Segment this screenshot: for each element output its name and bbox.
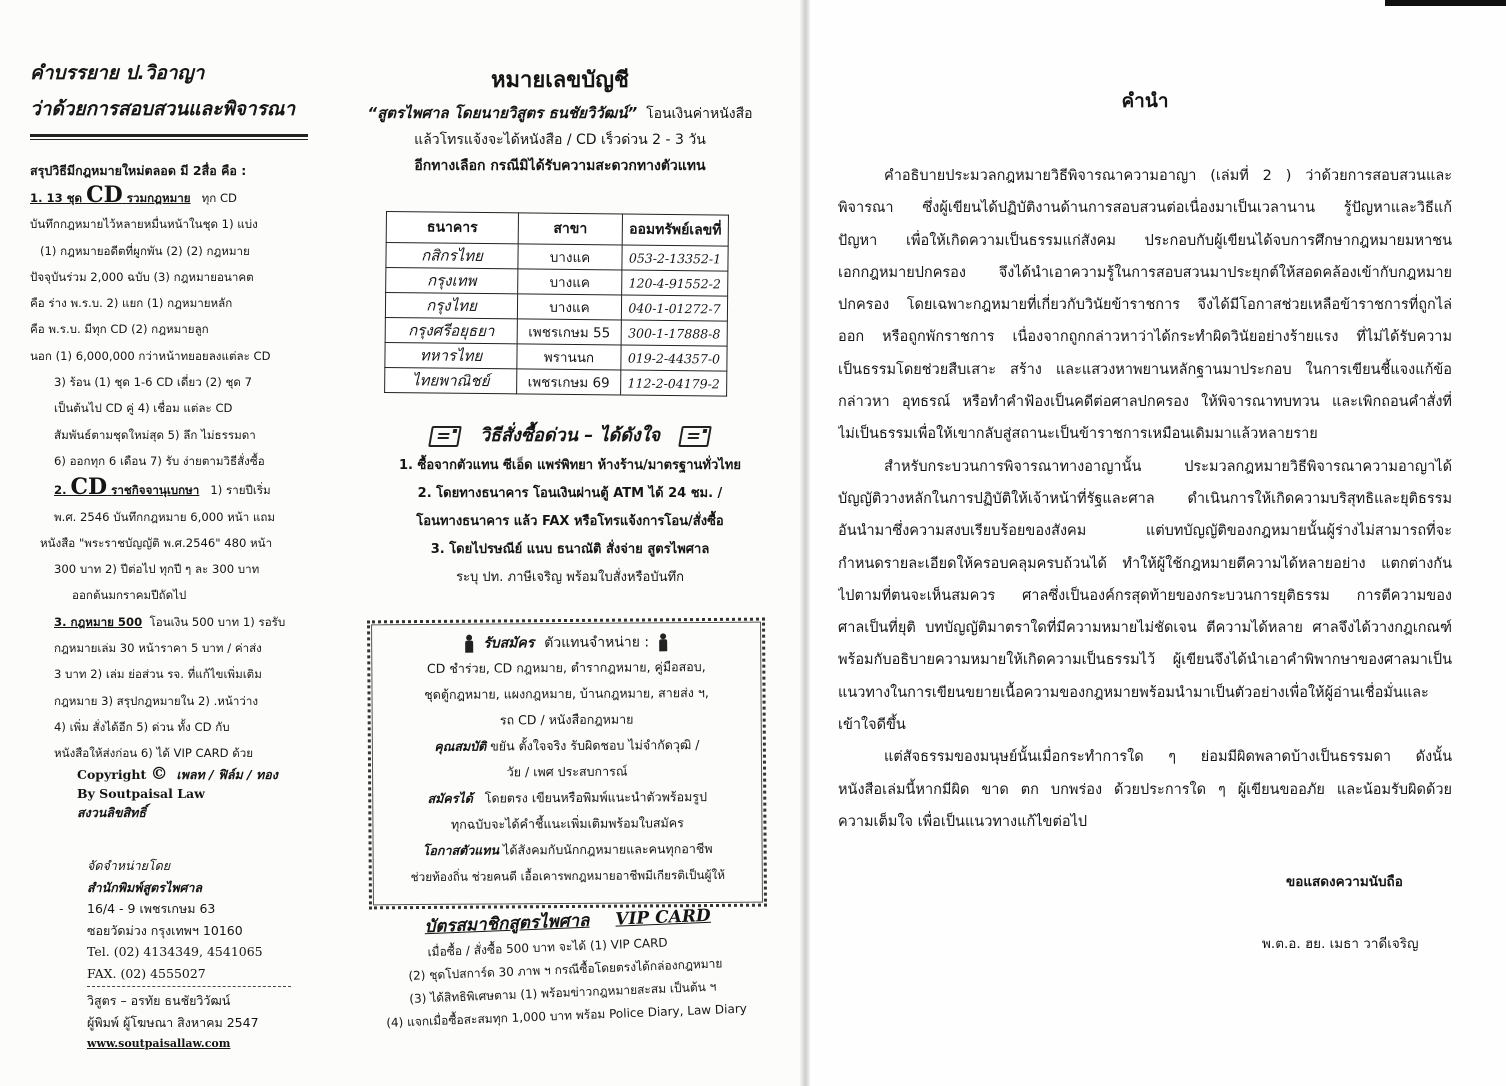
table-header-row: [386, 212, 728, 247]
preface-line: กำหนดรายละเอียดให้ครอบคลุมครบถ้วนได้ ทำให้ผู้ใช้กฎหมายตีความได้หลายอย่าง แตกต่างกัน: [838, 555, 1452, 572]
preface-line: แต่สัจธรรมของมนุษย์นั้นเมื่อกระทำการใด ๆ ย่อมมีผิดพลาดบ้างเป็นธรรมดา ดังนั้น: [884, 749, 1452, 766]
opportunity-line: ช่วยท้องถิ่น ช่วยคนดี เอื้อเคารพกฎหมายอาชีพมีเกียรติเป็นผู้ให้: [410, 867, 726, 885]
section3-title: 3. กฎหมาย 500: [54, 614, 143, 629]
copyright-symbol-icon: ©: [150, 764, 168, 784]
section3-line: หนังสือให้ส่งก่อน 6) ได้ VIP CARD ด้วย: [54, 746, 254, 761]
section1-line: ปัจจุบันร่วม 2,000 ฉบับ (3) กฎหมายอนาคต: [30, 269, 254, 284]
account-title: หมายเลขบัญชี: [491, 68, 629, 93]
preface-line: อันนำมาซึ่งความสงบเรียบร้อยของสังคม แต่บทบัญญัติของกฎหมายนั้นผู้ร่างไม่สามารถที่จะ: [838, 523, 1452, 540]
preface-line: หนังสือเล่มนี้หากมีผิด ขาด ตก บกพร่อง ด้วยประการใด ๆ ผู้เขียนขออภัย และน้อมรับผิดด้วย: [838, 781, 1452, 798]
preface: [838, 86, 1452, 838]
apply-line: สมัครได้ โดยตรง เขียนหรือพิมพ์แนะนำตัวพร้อมรูป: [427, 789, 708, 806]
table-row: กรุงไทย บางแค 040-1-01272-7: [385, 293, 727, 322]
section1-line: เป็นต้นไป CD คู่ 4) เชื่อม แต่ละ CD: [54, 401, 233, 416]
left-column: [30, 58, 330, 767]
preface-line: เอกกฎหมายปกครอง จึงได้นำเอาความรู้ในการสอบสวนมาประยุกต์ให้สอดคล้องเข้ากับกฎหมาย: [838, 264, 1452, 281]
intro-text: สรุปวิธีมีกฎหมายใหม่ตลอด มี 2สื่อ คือ :: [30, 163, 247, 178]
preface-line: ไปตามที่ตนจะเห็นสมควร ศาลซึ่งเป็นองค์กรสุดท้ายของกระบวนการยุติธรรม การตีความของ: [838, 587, 1452, 604]
preface-line: พิจารณา ซึ่งผู้เขียนได้ปฏิบัติงานด้านการสอบสวนต่อเนื่องมาเป็นเวลานาน รู้ปัญหาและวิธีแก้: [838, 200, 1452, 217]
section3-line: 3 บาท 2) เล่ม ย่อส่วน รจ. ที่แก้ไขเพิ่มเติม: [54, 667, 262, 682]
section1-line: 6) ออกทุก 6 เดือน 7) รับ ง่ายตามวิธีสั่งซื้อ: [54, 453, 265, 468]
publisher-name: สำนักพิมพ์สูตรไพศาล: [87, 879, 203, 895]
section1-line: สัมพันธ์ตามชุดใหม่สุด 5) ลึก ไม่ธรรมดา: [54, 427, 256, 442]
order-line: 3. โดยไปรษณีย์ แนบ ธนาณัติ สั่งจ่าย สูตรไพศาล: [430, 542, 710, 557]
order-line: ระบุ ปท. ภาษีเจริญ พร้อมใบสั่งหรือบันทึก: [456, 570, 684, 585]
agent-recruitment-box: [367, 618, 767, 910]
section1-line: (1) กฎหมายอดีตที่ผูกพัน (2) (2) กฎหมาย: [40, 243, 250, 258]
person-icon: [465, 635, 473, 653]
section2-title: 2. CD ราชกิจจานุเบกษา: [54, 474, 200, 501]
section1-title: 1. 13 ชุด CD รวมกฎหมาย: [30, 182, 191, 208]
mail-icon: [428, 426, 462, 447]
vip-line: (3) ได้สิทธิพิเศษตาม (1) พร้อมข่าวกฎหมายสะสม เป็นต้น ฯ: [409, 979, 717, 1006]
header-account: ออมทรัพย์เลขที่: [622, 214, 728, 246]
fax: FAX. (02) 4555027: [87, 965, 206, 981]
distributor-block: [87, 855, 291, 1055]
qualification-line: วัย / เพศ ประสบการณ์: [506, 763, 628, 780]
section1-line: คือ พ.ร.บ. มีทุก CD (2) กฎหมายลูก: [30, 322, 209, 337]
preface-line: พร้อมกับอธิบายความหมายให้เกิดความเป็นธรรมไว้ ผู้เขียนจึงได้นำเอาคำพิพากษาของศาลมาเป็น: [838, 652, 1452, 669]
section1-line: นอก (1) 6,000,000 กว่าหน้าทยอยลงแต่ละ CD: [30, 348, 271, 363]
table-row: ไทยพาณิชย์ เพชรเกษม 69 112-2-04179-2: [385, 367, 727, 396]
transfer-note: แล้วโทรแจ้งจะได้หนังสือ / CD เร็วด่วน 2 - 3 วัน: [414, 132, 706, 148]
vip-card-section: [382, 899, 786, 1035]
order-title: วิธีสั่งซื้อด่วน – ได้ดังใจ: [360, 420, 780, 452]
account-header: [340, 62, 780, 179]
qualification-line: คุณสมบัติ ขยัน ตั้งใจจริง รับผิดชอบ ไม่จำกัดวุฒิ /: [434, 737, 700, 754]
heading-line-1: คำบรรยาย ป.วิอาญา: [30, 62, 205, 84]
product-line: รถ CD / หนังสือกฎหมาย: [499, 711, 634, 728]
apply-line: ทุกฉบับจะได้คำชี้แนะเพิ่มเติมพร้อมใบสมัคร: [450, 815, 684, 832]
section2-line: 300 บาท 2) ปีต่อไป ทุกปี ๆ ละ 300 บาท: [54, 562, 260, 577]
header-branch: สาขา: [518, 213, 622, 245]
vip-line: เมื่อซื้อ / สั่งซื้อ 500 บาท จะได้ (1) VIP CARD: [427, 935, 668, 960]
bank-account-table: [384, 211, 729, 397]
preface-line: ศาลเป็นที่ยุติ บทบัญญัติมาตราใดที่มีความหมายไม่ชัดเจน ตีความได้หลาย ศาลจึงได้วางกฎเกณฑ์: [838, 620, 1452, 637]
scan-edge: [1385, 0, 1506, 6]
section2-line: ออกต้นมกราคมปีถัดไป: [72, 588, 187, 603]
telephone: Tel. (02) 4134349, 4541065: [87, 944, 263, 959]
closing-salutation: ขอแสดงความนับถือ: [1286, 874, 1403, 890]
book-spine: [800, 0, 810, 1086]
section1-heading: 1. 13 ชุด CD รวมกฎหมาย ทุก CD: [30, 182, 237, 208]
table-row: กรุงศรีอยุธยา เพชรเกษม 55 300-1-17888-8: [385, 317, 727, 346]
person-icon: [659, 633, 667, 651]
mail-icon: [678, 426, 712, 447]
preface-title: คำนำ: [1121, 90, 1169, 112]
address-line: 16/4 - 9 เพชรเกษม 63: [87, 901, 216, 916]
table-row: ทหารไทย พรานนก 019-2-44357-0: [385, 342, 727, 371]
alternative-note: อีกทางเลือก กรณีมิได้รับความสะดวกทางตัวแทน: [414, 158, 706, 174]
preface-line: บัญญัติวางหลักในการปฏิบัติให้เจ้าหน้าที่รัฐและศาล ดำเนินการให้เกิดความบริสุทธิและยุติธรรม: [838, 490, 1452, 507]
preface-line: ความเต็มใจ เพื่อเป็นแนวทางแก้ไขต่อไป: [838, 813, 1088, 830]
preface-line: ไม่เป็นธรรมเพื่อให้เขากลับสู่สถานะเป็นข้าราชการเหมือนเดิมมาแล้วหลายราย: [838, 426, 1318, 443]
section3-heading: 3. กฎหมาย 500 โอนเงิน 500 บาท 1) รอรับ: [54, 614, 286, 629]
section1-line: บันทึกกฎหมายไว้หลายหมื่นหน้าในชุด 1) แบ่ง: [30, 217, 258, 232]
printer-info: ผู้พิมพ์ ผู้โฆษณา สิงหาคม 2547: [87, 1014, 259, 1030]
authors: วิสูตร – อรทัย ธนชัยวิวัฒน์: [87, 993, 231, 1008]
section2-line: หนังสือ "พระราชบัญญัติ พ.ศ.2546" 480 หน้า: [40, 535, 273, 550]
vip-title: บัตรสมาชิกสูตรไพศาล VIP CARD: [424, 905, 712, 938]
dashed-divider: [87, 986, 291, 987]
preface-line: เข้าใจดีขึ้น: [838, 717, 906, 734]
preface-line: ปกครอง โดยเฉพาะกฎหมายที่เกี่ยวกับวินัยข้าราชการ จึงได้มีโอกาสช่วยเหลือข้าราชการที่ถูกไล่: [838, 297, 1452, 314]
preface-line: กล่าวหา อุทธรณ์ หรือทำคำฟ้องเป็นคดีต่อศาลปกครอง ให้พิจารณาทบทวน และเพิกถอนคำสั่งที่: [838, 394, 1452, 411]
preface-line: ออก หรือถูกพักราชการ เนื่องจากถูกกล่าวหาว่าได้กระทำผิดวินัยอย่างร้ายแรง ที่ไม่ได้รับความ: [838, 329, 1452, 346]
product-line: CD ชำร่วย, CD กฎหมาย, ตำรากฎหมาย, คู่มือสอบ,: [426, 659, 706, 676]
section1-line: 3) ร้อน (1) ชุด 1-6 CD เดี่ยว (2) ชุด 7: [54, 375, 252, 390]
double-rule-divider: [30, 134, 308, 140]
agent-heading: รับสมัคร ตัวแทนจำหน่าย :: [370, 630, 762, 657]
preface-line: สำหรับกระบวนการพิจารณาทางอาญานั้น ประมวลกฎหมายวิธีพิจารณาความอาญาได้: [884, 458, 1452, 475]
table-row: กรุงเทพ บางแค 120-4-91552-2: [386, 268, 728, 297]
preface-line: คำอธิบายประมวลกฎหมายวิธีพิจารณาความอาญา (เล่มที่ 2 ) ว่าด้วยการสอบสวนและ: [884, 168, 1452, 184]
section3-line: 4) เพิ่ม สั่งได้อีก 5) ด่วน ทั้ง CD กับ: [54, 719, 230, 734]
vip-line: (2) ชุดโปสการ์ด 30 ภาพ ฯ กรณีซื้อโดยตรงได้กล่องกฎหมาย: [408, 956, 723, 983]
order-methods: [360, 420, 780, 592]
website-link[interactable]: www.soutpaisallaw.com: [87, 1037, 231, 1050]
preface-line: แนวทางในการเขียนขยายเนื้อความของกฎหมายพร้อมนำมาเป็นตัวอย่างเพื่อให้ผู้อ่านเชื่อมั่นและ: [838, 684, 1429, 701]
product-line: ชุดตู้กฎหมาย, แผงกฎหมาย, บ้านกฎหมาย, สายส่ง ฯ,: [424, 685, 709, 702]
table-row: กสิกรไทย บางแค 053-2-13352-1: [386, 243, 728, 272]
preface-line: ปัญหา เพื่อให้เกิดความเป็นธรรมแก่สังคม ประกอบกับผู้เขียนได้จบการศึกษากฎหมายมหาชน: [838, 232, 1452, 249]
account-name-line: “สูตรไพศาล โดยนายวิสูตร ธนชัยวิวัฒน์” โอนเงินค่าหนังสือ: [367, 104, 753, 122]
distributor-label: จัดจำหน่ายโดย: [87, 858, 171, 873]
preface-line: เป็นธรรมโดยช่วยสืบเสาะ สร้าง และแสวงหาพยานหลักฐานมาประกอบ ในการเขียนชี้แจงแก้ข้อ: [838, 361, 1452, 378]
vip-line: (4) แจกเมื่อซื้อสะสมทุก 1,000 บาท พร้อม Police Diary, Law Diary: [386, 1001, 748, 1030]
section2-line: พ.ศ. 2546 บันทึกกฎหมาย 6,000 หน้า แถม: [54, 509, 276, 524]
order-line: 1. ซื้อจากตัวแทน ซีเอ็ด แพร่พิทยา ห้างร้าน/มาตรฐานทั่วไทย: [399, 458, 741, 473]
section3-line: กฎหมายเล่ม 30 หน้าราคา 5 บาท / ค่าส่ง: [54, 641, 262, 656]
order-line: โอนทางธนาคาร แล้ว FAX หรือโทรแจ้งการโอน/สั่งซื้อ: [416, 514, 724, 529]
address-line: ซอยวัดม่วง กรุงเทพฯ 10160: [87, 922, 243, 938]
section3-line: กฎหมาย 3) สรุปกฎหมายใน 2) .หน้าว่าง: [54, 693, 259, 708]
opportunity-line: โอกาสตัวแทน ได้สังคมกับนักกฎหมายและคนทุกอาชีพ: [422, 840, 713, 859]
section2-heading: 2. CD ราชกิจจานุเบกษา 1) รายปีเริ่ม: [54, 474, 271, 501]
copyright-block: Copyright © เพลท / ฟิล์ม / ทอง By Soutpaisal Law สงวนลิขสิทธิ์: [77, 764, 278, 820]
author-signature: พ.ต.อ. ฮย. เมธา วาดีเจริญ: [1262, 936, 1419, 952]
heading-line-2: ว่าด้วยการสอบสวนและพิจารณา: [30, 98, 296, 120]
header-bank: ธนาคาร: [386, 212, 518, 244]
order-line: 2. โดยทางธนาคาร โอนเงินผ่านตู้ ATM ได้ 24 ชม. /: [417, 486, 723, 501]
section1-line: คือ ร่าง พ.ร.บ. 2) แยก (1) กฎหมายหลัก: [30, 296, 233, 311]
